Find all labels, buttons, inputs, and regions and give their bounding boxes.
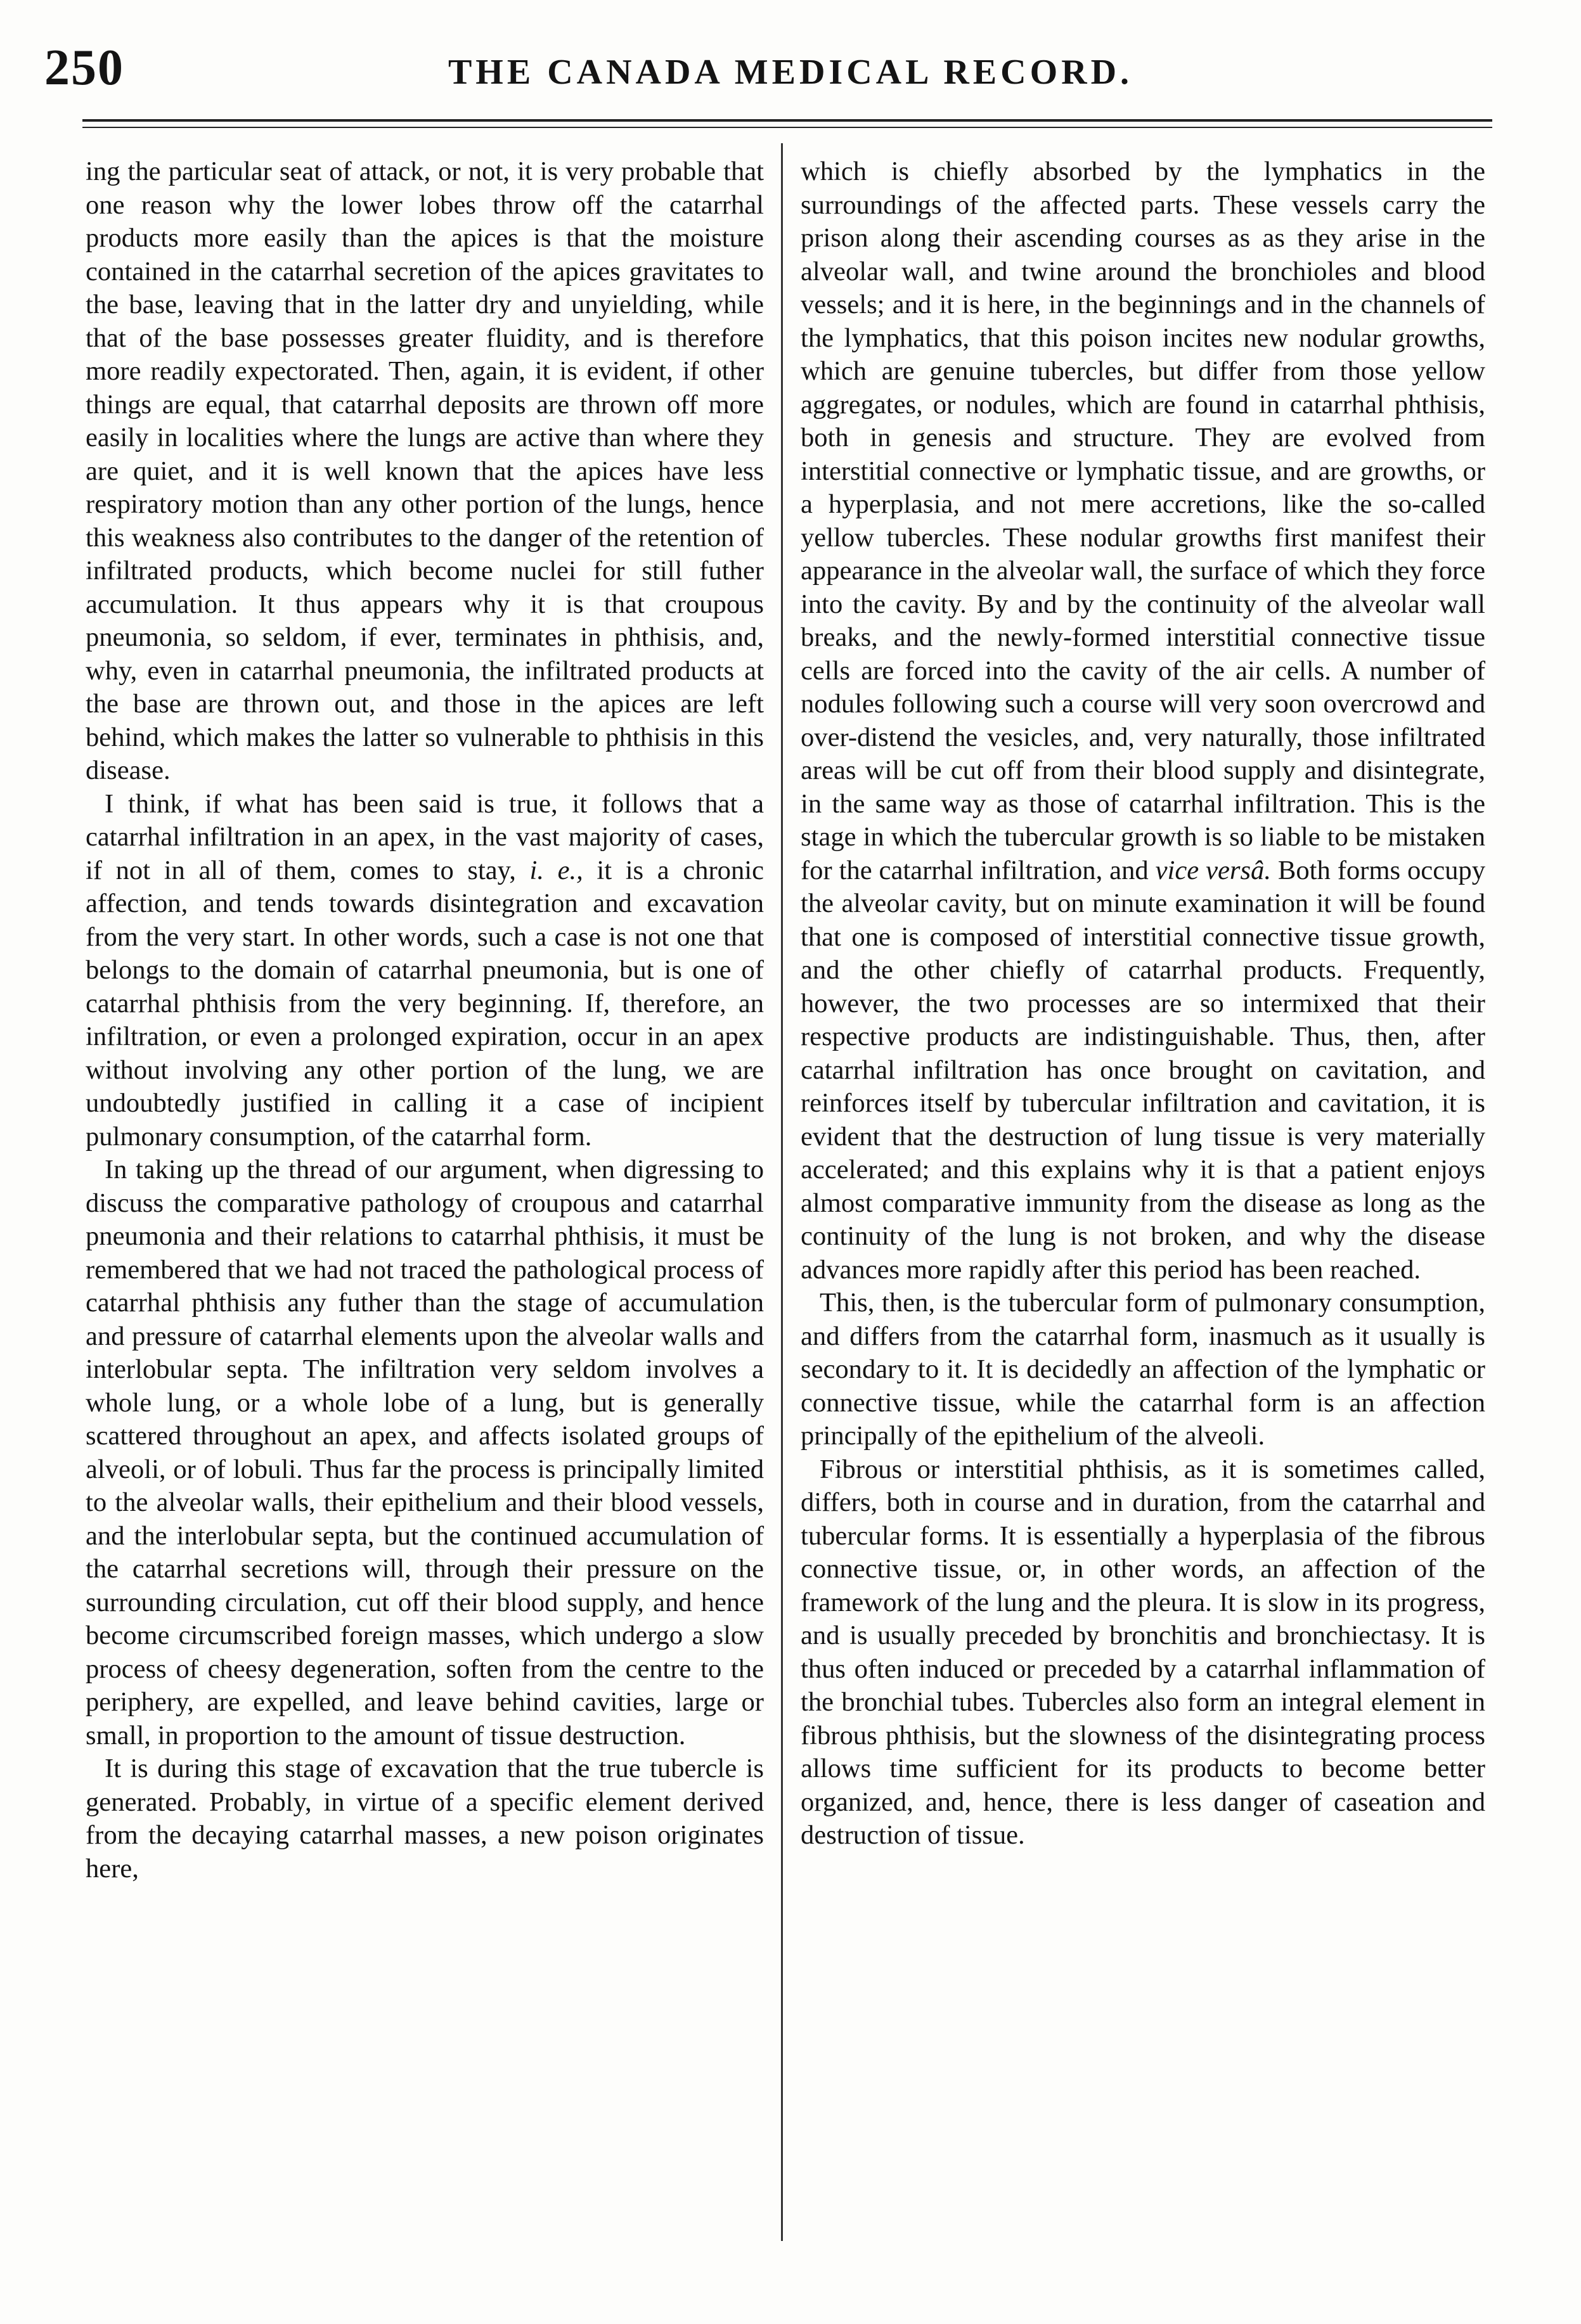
- right-paragraph-3: Fibrous or interstitial phthisis, as it is sometimes called, differs, both in course and in duration, from the catarrhal and tubercular forms. It is essentially a hyperplasia of the fibrous connective tissue, or, in other words, an affection of the framework of the lung and the pleura. It is slow in its progress, and is usually preceded by bronchitis and bronchiectasy. It is thus often induced or preceded by a catarrhal inflammation of the bronchial tubes. Tubercles also form an integral element in fibrous phthisis, but the slowness of the disintegrating process allows time sufficient for its products to become better organized, and, hence, there is less danger of caseation and destruction of tissue.: [801, 1454, 1485, 1850]
- header-rule-thin: [82, 127, 1492, 128]
- left-paragraph-1: ing the particular seat of attack, or not, it is very probable that one reason why the lower lobes throw off the catarrhal products more easily than the apices is that the moisture contained in the catarrhal secretion of the apices gravitates to the base, leaving that in the latter dry and unyielding, while that of the base possesses greater fluidity, and is therefore more readily expectorated. Then, again, it is evident, if other things are equal, that catarrhal deposits are thrown off more easily in localities where the lungs are active than where they are quiet, and it is well known that the apices have less respiratory motion than any other portion of the lungs, hence this weakness also contributes to the danger of the retention of infiltrated products, which become nuclei for still futher accumulation. It thus appears why it is that croupous pneumonia, so seldom, if ever, terminates in phthisis, and, why, even in catarrhal pneumonia, the infiltrated products at the base are thrown out, and those in the apices are left behind, which makes the latter so vulnerable to phthisis in this disease.: [86, 157, 764, 785]
- header-rule-thick: [82, 119, 1492, 122]
- right-column: [801, 155, 1485, 1852]
- left-paragraph-2: [86, 788, 764, 1154]
- page-number: 250: [44, 40, 124, 96]
- running-title: THE CANADA MEDICAL RECORD.: [448, 53, 1133, 92]
- left-paragraph-2-ie: i. e.,: [529, 855, 583, 885]
- page-header: [0, 0, 1581, 127]
- left-paragraph-4: It is during this stage of excavation that the true tubercle is generated. Probably, in virtue of a specific element derived from the decaying catarrhal masses, a new poison originates here,: [86, 1754, 764, 1884]
- right-paragraph-1-vice-versa: vice versâ.: [1155, 855, 1271, 885]
- left-paragraph-3: In taking up the thread of our argument, when digressing to discuss the comparative pathology of croupous and catarrhal pneumonia and their relations to catarrhal phthisis, it must be remembered that we had not traced the pathological process of catarrhal phthisis any futher than the stage of accumulation and pressure of catarrhal elements upon the alveolar walls and interlobular septa. The infiltration very seldom involves a whole lung, or a whole lobe of a lung, but is generally scattered throughout an apex, and affects isolated groups of alveoli, or of lobuli. Thus far the process is principally limited to the alveolar walls, their epithelium and their blood vessels, and the interlobular septa, but the continued accumulation of the catarrhal secretions will, through their pressure on the surrounding circulation, cut off their blood supply, and hence become circumscribed foreign masses, which undergo a slow process of cheesy degeneration, soften from the centre to the periphery, are expelled, and leave behind cavities, large or small, in proportion to the amount of tissue destruction.: [86, 1155, 764, 1750]
- left-column: [86, 155, 764, 1885]
- right-paragraph-1-text-b: Both forms occupy the alveolar cavity, but on minute examination it will be found that one is composed of interstitial connective tissue growth, and the other chiefly of catarrhal products. Frequently, however, the two processes are so intermixed that their respective products are indistinguishable. Thus, then, after catarrhal infiltration has once brought on cavitation, and reinforces itself by tubercular infiltration and cavitation, it is evident that the destruction of lung tissue is very materially accelerated; and this explains why it is that a patient enjoys almost comparative immunity from the disease as long as the continuity of the lung is not broken, and why the disease advances more rapidly after this period has been reached.: [801, 855, 1485, 1285]
- left-paragraph-2-text-b: it is a chronic affection, and tends towards disintegration and excavation from the very start. In other words, such a case is not one that belongs to the domain of catarrhal pneumonia, but is one of catarrhal phthisis from the very beginning. If, therefore, an infiltration, or even a prolonged expiration, occur in an apex without involving any other portion of the lung, we are undoubtedly justified in calling it a case of incipient pulmonary consumption, of the catarrhal form.: [86, 855, 764, 1152]
- left-paragraph-2-text-a: I think, if what has been said is true, it follows that a catarrhal infiltration in an apex, in the vast majority of cases, if not in all of them, comes to stay,: [86, 788, 764, 885]
- right-paragraph-1-text-a: which is chiefly absorbed by the lymphatics in the surroundings of the affected parts. These vessels carry the prison along their ascending courses as as they arise in the alveolar wall, and twine around the bronchioles and blood vessels; and it is here, in the beginnings and in the channels of the lymphatics, that this poison incites new nodular growths, which are genuine tubercles, but differ from those yellow aggregates, or nodules, which are found in catarrhal phthisis, both in genesis and structure. They are evolved from interstitial connective or lymphatic tissue, and are growths, or a hyperplasia, and not mere accretions, like the so-called yellow tubercles. These nodular growths first manifest their appearance in the alveolar wall, the surface of which they force into the cavity. By and by the continuity of the alveolar wall breaks, and the newly-formed interstitial connective tissue cells are forced into the cavity of the air cells. A number of nodules following such a course will very soon overcrowd and over-distend the vesicles, and, very naturally, those infiltrated areas will be cut off from their blood supply and disintegrate, in the same way as those of catarrhal infiltration. This is the stage in which the tubercular growth is so liable to be mistaken for the catarrhal infiltration, and: [801, 157, 1485, 885]
- column-divider: [781, 143, 783, 2241]
- right-paragraph-2: This, then, is the tubercular form of pulmonary consumption, and differs from the catarrhal form, inasmuch as it usually is secondary to it. It is decidedly an affection of the lymphatic or connective tissue, while the catarrhal form is an affection principally of the epithelium of the alveoli.: [801, 1288, 1485, 1451]
- right-paragraph-1: [801, 155, 1485, 1287]
